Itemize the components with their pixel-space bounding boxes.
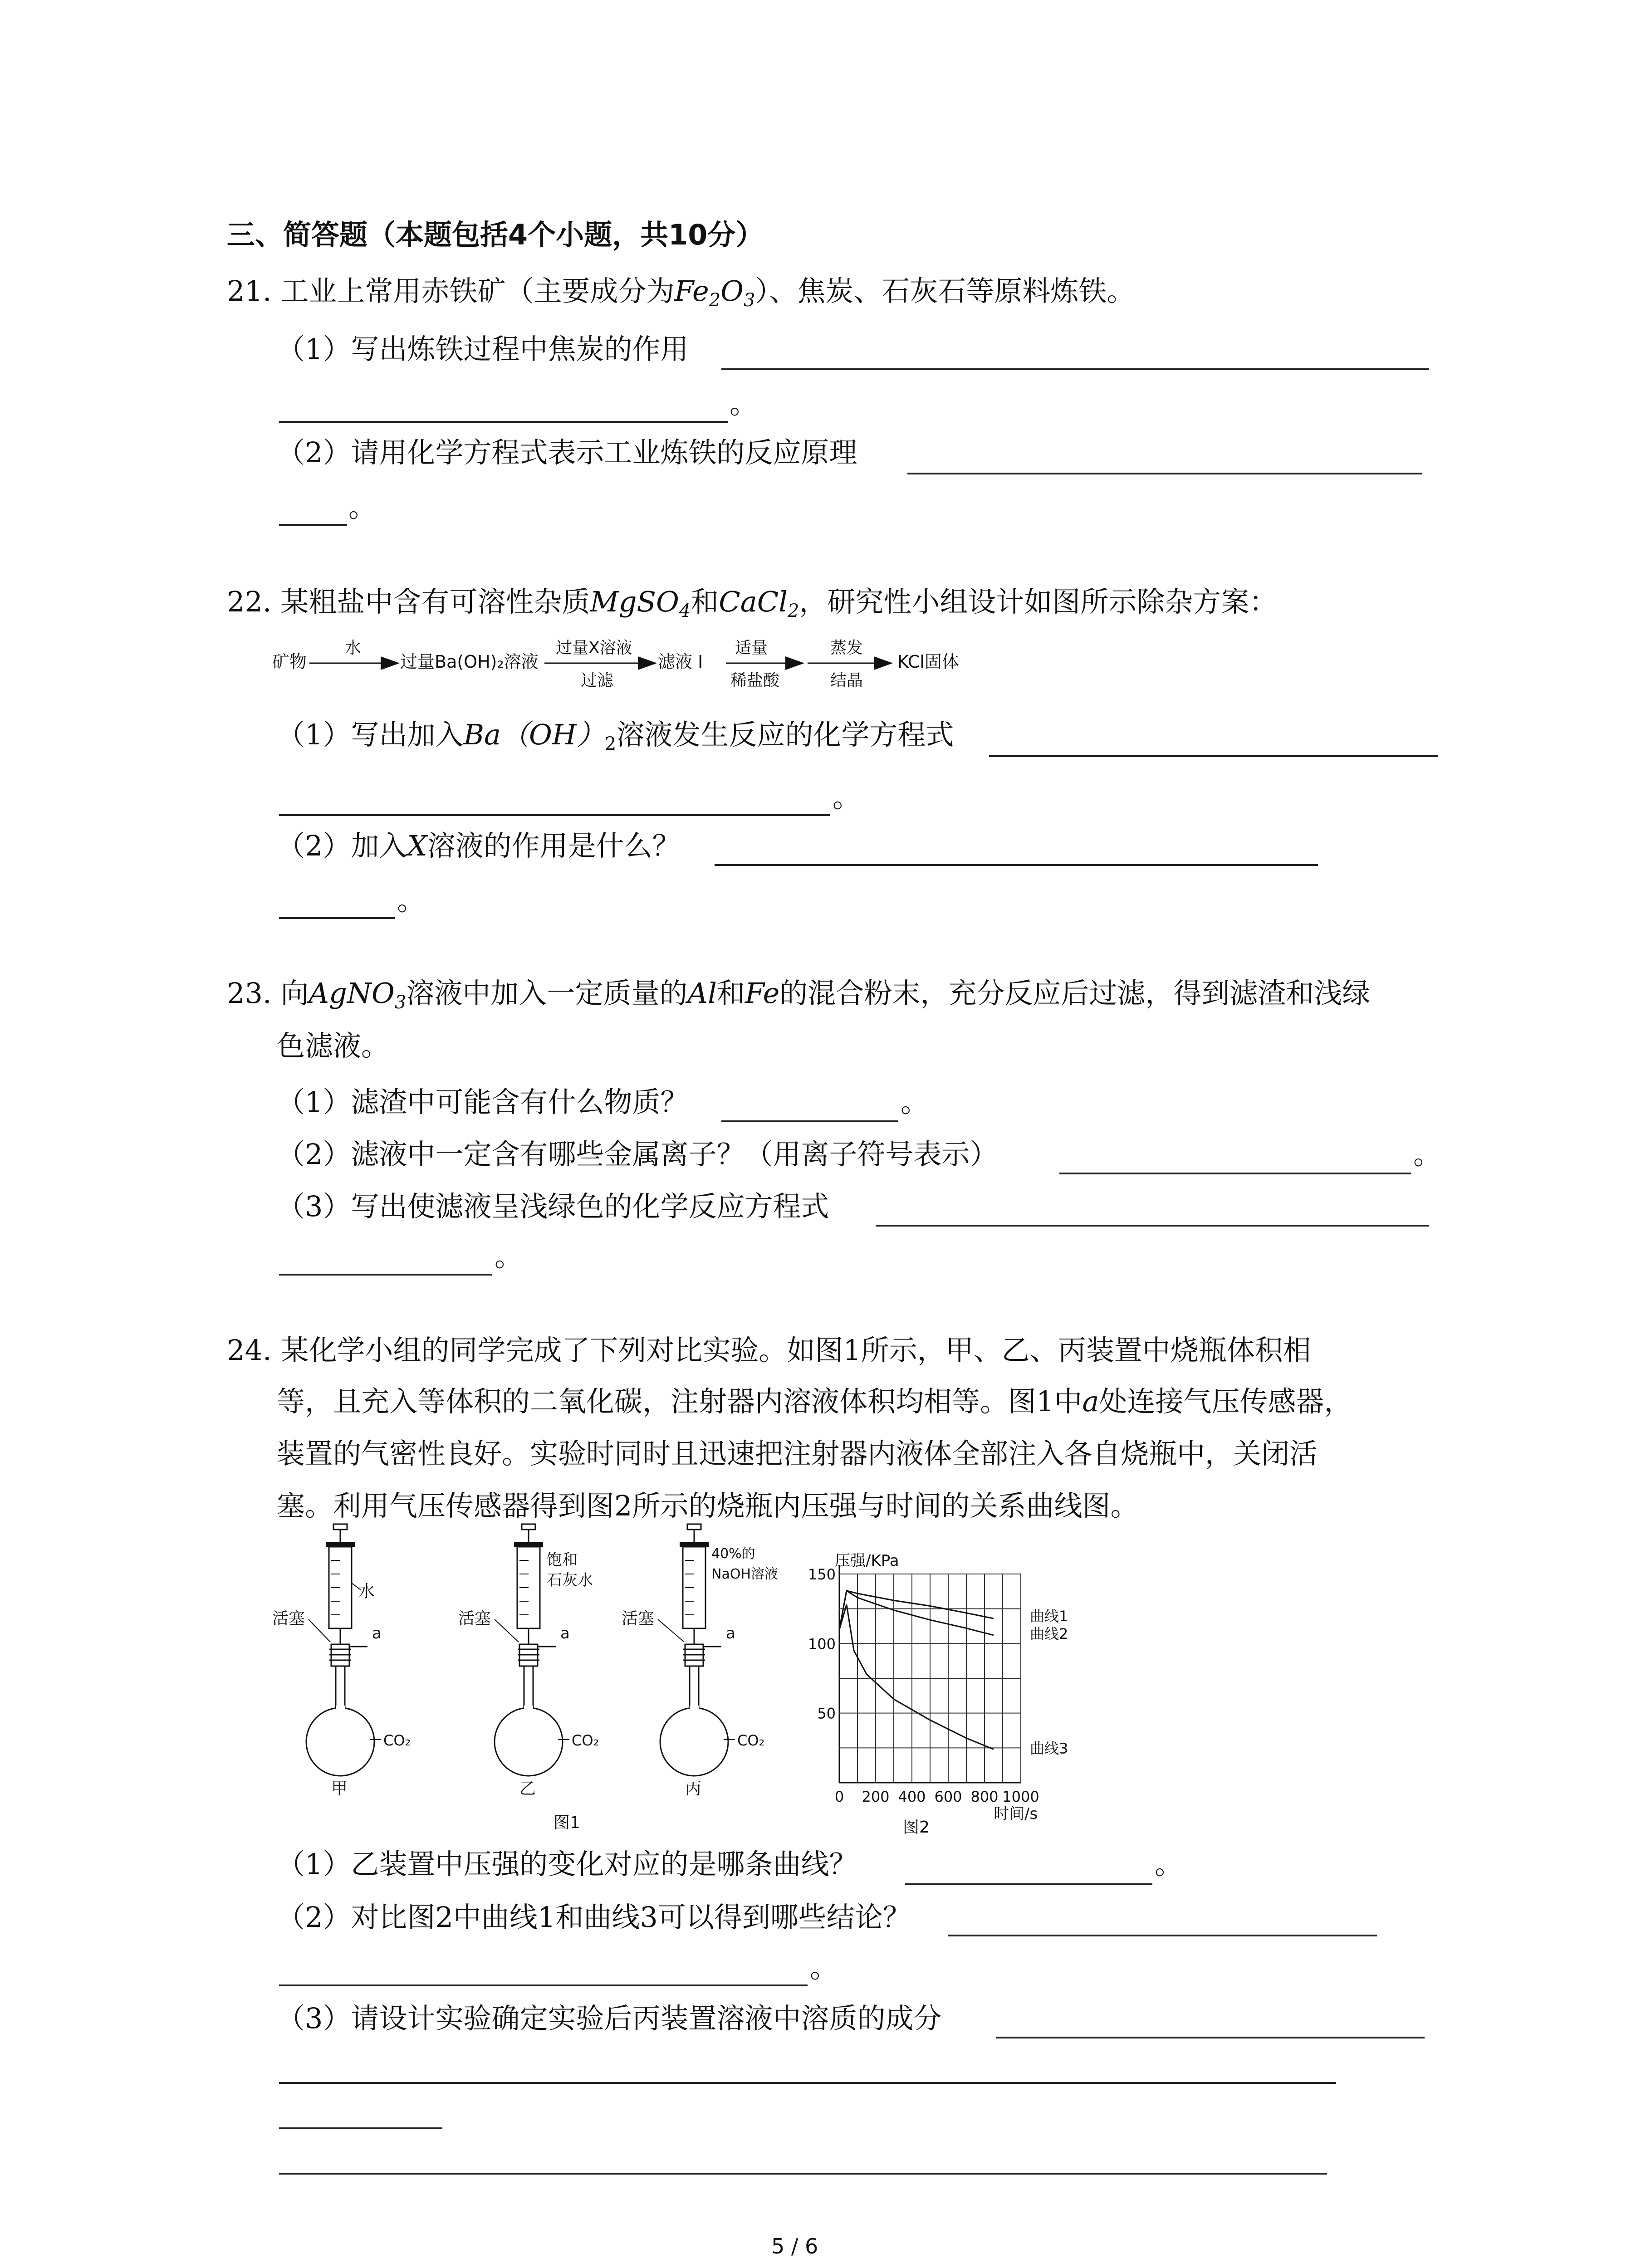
q24-sub1: （1）乙装置中压强的变化对应的是哪条曲线？ xyxy=(277,1848,857,1881)
q23-stem-line1: 23. 向AgNO$_3$溶液中加入一定质量的Al和Fe的混合粉末，充分反应后过滤，得到滤渣和浅绿 xyxy=(227,977,1371,1013)
q21-period-1: 。 xyxy=(730,387,758,420)
chart-xtick-label: 200 xyxy=(862,1788,890,1805)
label-yi: 乙 xyxy=(519,1779,536,1798)
q23-sub1: （1）滤渣中可能含有什么物质？ xyxy=(277,1085,689,1119)
q22-answer-line-2[interactable] xyxy=(279,814,830,816)
q24-period-2: 。 xyxy=(810,1951,838,1984)
q22-answer-line-3[interactable] xyxy=(715,864,1318,866)
reagent-limewater-1: 饱和 xyxy=(547,1551,578,1569)
chart-xtick-label: 1000 xyxy=(1002,1788,1039,1805)
flow-step1: 过量Ba(OH)₂溶液 xyxy=(400,652,539,672)
q23-answer-line-2[interactable] xyxy=(1059,1173,1411,1174)
q23-stem-line2: 色滤液。 xyxy=(277,1029,390,1062)
reagent-limewater-2: 石灰水 xyxy=(547,1571,593,1589)
q24-answer-line-3[interactable] xyxy=(279,1984,808,1986)
q24-sub2: （2）对比图2中曲线1和曲线3可以得到哪些结论？ xyxy=(277,1901,911,1934)
q23-period-1: 。 xyxy=(901,1085,929,1119)
gas-label-jia: CO₂ xyxy=(383,1732,411,1749)
valve-label-bing: 活塞 xyxy=(622,1609,655,1628)
figure-2-pressure-chart xyxy=(808,1547,1130,1837)
flow-x-bottom: 过滤 xyxy=(581,671,614,690)
chart-ticks xyxy=(808,1566,1068,1805)
port-label-jia: a xyxy=(372,1624,382,1642)
q21-period-2: 。 xyxy=(348,490,377,523)
q22-sub1: （1）写出加入$Ba(OH)_2$溶液发生反应的化学方程式 xyxy=(277,718,954,754)
chart-series-line-2 xyxy=(839,1591,994,1635)
figure-2-caption: 图2 xyxy=(903,1818,930,1837)
chart-ytick-label: 150 xyxy=(808,1566,836,1583)
figure-1-apparatus xyxy=(272,1515,798,1833)
chart-xtick-label: 800 xyxy=(970,1788,999,1805)
q22-stem: 22. 某粗盐中含有可溶性杂质MgSO$_4$和CaCl$_2$，研究性小组设计如图所示除杂方案： xyxy=(227,585,1278,621)
q23-answer-line-3[interactable] xyxy=(876,1225,1429,1227)
reagent-naoh-1: 40%的 xyxy=(711,1546,755,1562)
chart-series-line-3 xyxy=(839,1604,994,1749)
q22-sub2: （2）加入X溶液的作用是什么？ xyxy=(277,829,681,862)
q24-answer-line-2[interactable] xyxy=(948,1935,1377,1936)
q22-period-1: 。 xyxy=(833,781,861,814)
flow-acid-bottom: 稀盐酸 xyxy=(730,671,780,690)
reagent-water: 水 xyxy=(358,1582,375,1601)
purification-flow-diagram xyxy=(272,631,1043,694)
chart-xtick-label: 0 xyxy=(834,1788,844,1805)
port-label-bing: a xyxy=(726,1624,735,1642)
apparatus-jia xyxy=(272,1524,411,1798)
label-bing: 丙 xyxy=(685,1779,702,1798)
chart-series-line-1 xyxy=(839,1591,994,1630)
chart-ytick-label: 50 xyxy=(817,1705,836,1722)
apparatus-yi xyxy=(458,1524,599,1798)
q24-stem-line4: 塞。利用气压传感器得到图2所示的烧瓶内压强与时间的关系曲线图。 xyxy=(277,1489,1139,1522)
q21-answer-line-1[interactable] xyxy=(721,368,1429,370)
valve-label-yi: 活塞 xyxy=(458,1609,491,1628)
flow-x-top: 过量X溶液 xyxy=(556,639,632,657)
flow-water: 水 xyxy=(345,639,362,657)
label-jia: 甲 xyxy=(331,1779,348,1798)
q21-sub1: （1）写出炼铁过程中焦炭的作用 xyxy=(277,332,689,366)
chart-lines xyxy=(839,1591,994,1750)
q24-answer-line-6[interactable] xyxy=(279,2127,442,2129)
page-number: 5 / 6 xyxy=(771,2234,818,2258)
q24-answer-line-5[interactable] xyxy=(279,2082,1336,2084)
chart-series-label-1: 曲线1 xyxy=(1030,1608,1068,1625)
flow-product: KCl固体 xyxy=(897,652,959,672)
flow-acid-top: 适量 xyxy=(735,639,768,657)
q24-sub3: （3）请设计实验确定实验后丙装置溶液中溶质的成分 xyxy=(277,2002,942,2035)
q24-answer-line-1[interactable] xyxy=(905,1883,1152,1885)
apparatus-bing xyxy=(622,1524,778,1798)
q23-answer-line-4[interactable] xyxy=(279,1274,492,1276)
q21-sub2: （2）请用化学方程式表示工业炼铁的反应原理 xyxy=(277,436,857,469)
gas-label-yi: CO₂ xyxy=(572,1732,599,1749)
q23-period-2: 。 xyxy=(1413,1138,1442,1171)
chart-xlabel: 时间/s xyxy=(994,1805,1038,1823)
gas-label-bing: CO₂ xyxy=(737,1732,765,1749)
q21-stem: 21. 工业上常用赤铁矿（主要成分为$Fe_2O_3$）、焦炭、石灰石等原料炼铁。 xyxy=(227,274,1135,311)
chart-ylabel: 压强/KPa xyxy=(835,1552,899,1570)
q22-answer-line-4[interactable] xyxy=(279,917,395,919)
q21-answer-line-2[interactable] xyxy=(279,421,728,423)
q24-stem-line2: 等，且充入等体积的二氧化碳，注射器内溶液体积均相等。图1中a处连接气压传感器， xyxy=(277,1385,1352,1418)
q23-answer-line-1[interactable] xyxy=(721,1120,898,1122)
q23-sub2: （2）滤液中一定含有哪些金属离子？（用离子符号表示） xyxy=(277,1138,998,1171)
q24-answer-line-4[interactable] xyxy=(996,2037,1425,2038)
flow-evap-top: 蒸发 xyxy=(830,639,863,657)
chart-series-label-3: 曲线3 xyxy=(1030,1740,1068,1757)
chart-xtick-label: 400 xyxy=(898,1788,926,1805)
chart-ytick-label: 100 xyxy=(808,1635,836,1653)
figure-1-caption: 图1 xyxy=(554,1813,580,1832)
q23-period-3: 。 xyxy=(495,1240,523,1273)
section-title: 三、简答题（本题包括4个小题，共10分） xyxy=(227,218,764,251)
q24-answer-line-7[interactable] xyxy=(279,2173,1327,2175)
chart-series-label-2: 曲线2 xyxy=(1030,1625,1068,1642)
q23-sub3: （3）写出使滤液呈浅绿色的化学反应方程式 xyxy=(277,1190,829,1223)
flow-filtrate: 滤液 I xyxy=(658,652,703,672)
flow-mineral: 矿物 xyxy=(272,652,307,672)
reagent-naoh-2: NaOH溶液 xyxy=(711,1566,778,1582)
q21-answer-line-4[interactable] xyxy=(279,524,347,526)
chart-xtick-label: 600 xyxy=(934,1788,962,1805)
port-label-yi: a xyxy=(560,1624,570,1642)
q24-stem-line1: 24. 某化学小组的同学完成了下列对比实验。如图1所示，甲、乙、丙装置中烧瓶体积相 xyxy=(227,1334,1311,1367)
q21-answer-line-3[interactable] xyxy=(907,473,1422,474)
q24-period-1: 。 xyxy=(1155,1848,1183,1881)
q22-period-2: 。 xyxy=(397,884,426,917)
flow-evap-bottom: 结晶 xyxy=(830,671,863,690)
q24-stem-line3: 装置的气密性良好。实验时同时且迅速把注射器内液体全部注入各自烧瓶中，关闭活 xyxy=(277,1437,1318,1470)
valve-label-jia: 活塞 xyxy=(272,1609,305,1628)
q22-answer-line-1[interactable] xyxy=(989,755,1438,757)
